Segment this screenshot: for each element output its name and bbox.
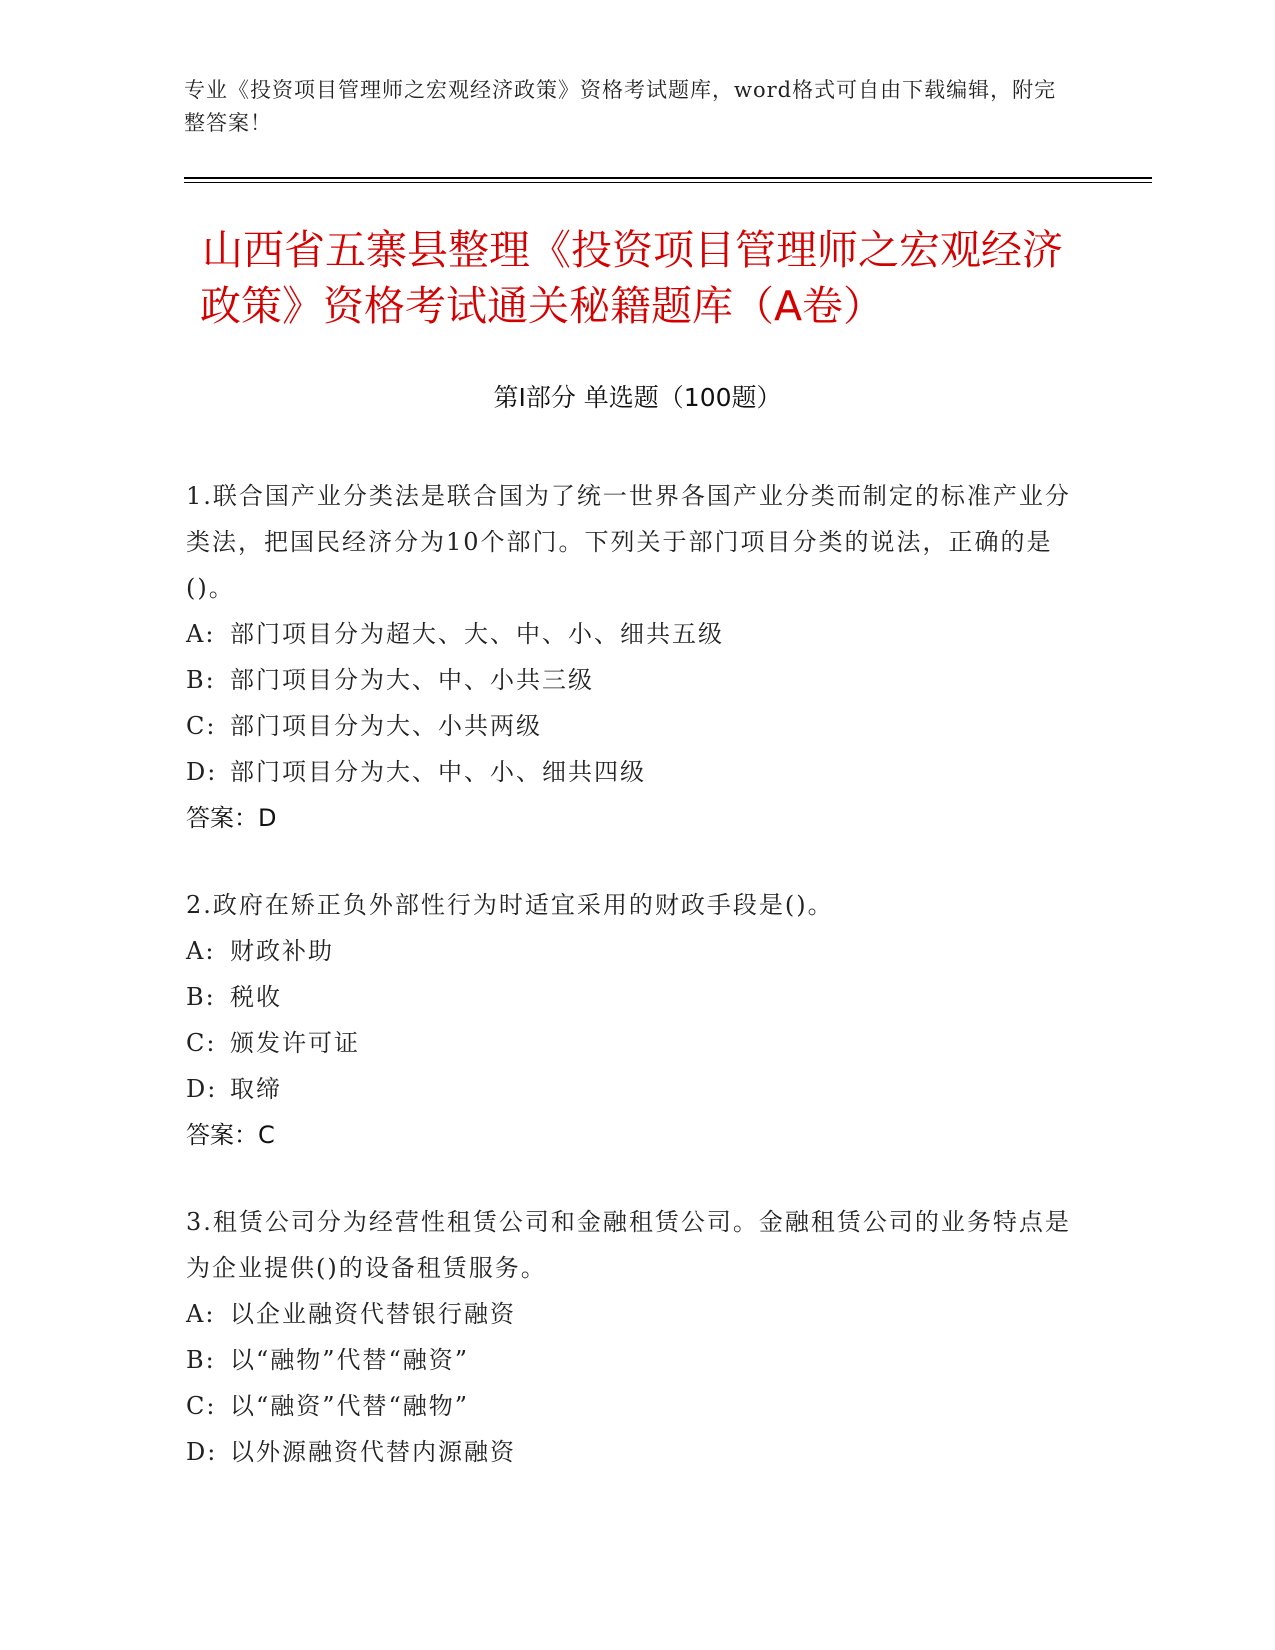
document-title: 山西省五寨县整理《投资项目管理师之宏观经济政策》资格考试通关秘籍题库（A卷） — [200, 226, 1063, 330]
question-3 — [186, 1199, 1086, 1475]
option-c — [186, 1020, 1086, 1066]
option-key: B: — [186, 983, 216, 1011]
option-c — [186, 1383, 1086, 1429]
option-text: 部门项目分为大、中、小共三级 — [230, 666, 594, 694]
option-text: 部门项目分为大、中、小、细共四级 — [230, 758, 646, 786]
option-text: 取缔 — [230, 1075, 282, 1103]
header-divider-thin — [184, 182, 1152, 183]
section-title: 第Ⅰ部分 单选题（100题） — [493, 383, 782, 412]
option-a — [186, 611, 1086, 657]
answer-line: 答案：D — [186, 804, 277, 832]
option-text: 税收 — [230, 983, 282, 1011]
option-key: D: — [186, 1075, 218, 1103]
option-text: 部门项目分为超大、大、中、小、细共五级 — [230, 620, 724, 648]
question-1 — [186, 473, 1086, 841]
question-2 — [186, 882, 1086, 1158]
option-b — [186, 657, 1086, 703]
question-stem: 2.政府在矫正负外部性行为时适宜采用的财政手段是()。 — [186, 891, 834, 919]
option-key: A: — [186, 620, 216, 648]
option-text: 以企业融资代替银行融资 — [230, 1300, 516, 1328]
option-d — [186, 1066, 1086, 1112]
option-a — [186, 928, 1086, 974]
question-stem: 1.联合国产业分类法是联合国为了统一世界各国产业分类而制定的标准产业分类法，把国民经济分为10个部门。下列关于部门项目分类的说法，正确的是()。 — [186, 482, 1071, 602]
option-key: D: — [186, 1438, 218, 1466]
answer-line: 答案：C — [186, 1121, 275, 1149]
question-list — [186, 473, 1086, 1516]
option-text: 以“融资”代替“融物” — [230, 1392, 470, 1420]
option-d — [186, 1429, 1086, 1475]
option-key: B: — [186, 666, 216, 694]
option-b — [186, 974, 1086, 1020]
option-key: A: — [186, 937, 216, 965]
option-key: C: — [186, 1029, 217, 1057]
header-note: 专业《投资项目管理师之宏观经济政策》资格考试题库，word格式可自由下载编辑，附完整答案！ — [184, 78, 1057, 135]
option-text: 以外源融资代替内源融资 — [230, 1438, 516, 1466]
question-stem: 3.租赁公司分为经营性租赁公司和金融租赁公司。金融租赁公司的业务特点是为企业提供()的设备租赁服务。 — [186, 1208, 1071, 1282]
header-divider-thick — [184, 177, 1152, 179]
option-text: 财政补助 — [230, 937, 334, 965]
option-text: 部门项目分为大、小共两级 — [230, 712, 542, 740]
option-key: B: — [186, 1346, 216, 1374]
option-c — [186, 703, 1086, 749]
option-text: 以“融物”代替“融资” — [230, 1346, 470, 1374]
option-key: C: — [186, 1392, 217, 1420]
option-b — [186, 1337, 1086, 1383]
option-key: C: — [186, 712, 217, 740]
option-a — [186, 1291, 1086, 1337]
option-text: 颁发许可证 — [230, 1029, 360, 1057]
option-d — [186, 749, 1086, 795]
option-key: A: — [186, 1300, 216, 1328]
option-key: D: — [186, 758, 218, 786]
